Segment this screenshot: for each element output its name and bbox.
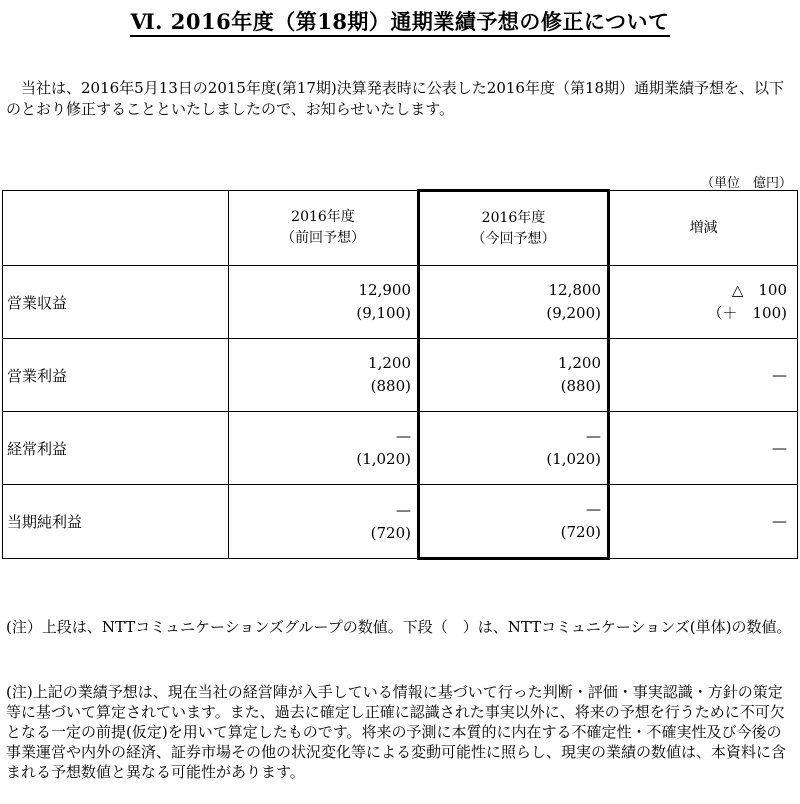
previous-bottom-value: (1,020) (356, 450, 411, 468)
previous-bottom-value: (880) (370, 377, 411, 395)
note-forward-looking-disclaimer: (注)上記の業績予想は、現在当社の経営陣が入手している情報に基づいて行った判断・評価・事実認識・方針の策定等に基づいて算定されています。また、過去に確定し正確に認識された事実以外に、将来の予想を行うために不可欠となる一定の前提(仮定)を用いて算定したものです。将来の予測に本質的に内在する不確定性・不確実性及び今後の事業運営や内外の経済、証券市場その他の状況変化等による変動可能性に照らし、現実の業績の数値は、本資料に含まれる予想数値と異なる可能性があります。 (6, 683, 787, 781)
current-cell (419, 412, 609, 485)
current-top-value: — (586, 427, 601, 445)
previous-bottom-value: (720) (370, 523, 411, 542)
current-cell (419, 339, 609, 412)
header-current-line1: 2016年度 (481, 209, 546, 226)
previous-cell (229, 485, 419, 559)
current-bottom-value: (1,020) (546, 450, 601, 468)
header-previous-line1: 2016年度 (291, 209, 355, 225)
header-change: 増減 (609, 191, 798, 266)
table-row (3, 485, 798, 559)
note-group-scope: (注）上段は、NTTコミュニケーションズグループの数値。下段（ ）は、NTTコミュニケーションズ(単体)の数値。 (6, 618, 792, 636)
current-top-value: 12,800 (548, 281, 601, 299)
page-title-text: Ⅵ. 2016年度（第18期）通期業績予想の修正について (130, 9, 669, 37)
previous-cell (229, 339, 419, 412)
current-top-value: 1,200 (558, 354, 601, 372)
current-bottom-value: (9,200) (546, 304, 601, 322)
table-header-row (3, 191, 798, 266)
header-current (419, 191, 609, 266)
current-top-value: — (586, 500, 601, 518)
current-bottom-value: (880) (560, 377, 601, 395)
table-row (3, 339, 798, 412)
header-current-line2: （今回予想） (471, 230, 556, 247)
intro-paragraph: 当社は、2016年5月13日の2015年度(第17期)決算発表時に公表した2016年度（第18期）通期業績予想を、以下のとおり修正することといたしましたので、お知らせいたします。 (6, 79, 785, 118)
change-cell (609, 339, 798, 412)
change-cell (609, 412, 798, 485)
change-bottom-value: （＋ 100) (707, 304, 787, 322)
header-blank-cell (3, 191, 229, 266)
previous-bottom-value: (9,100) (356, 304, 411, 322)
previous-top-value: — (396, 427, 411, 445)
change-top-value: △ 100 (731, 281, 787, 299)
row-label: 経常利益 (3, 412, 229, 485)
table-row (3, 266, 798, 339)
row-label: 営業収益 (3, 266, 229, 339)
unit-label: （単位 億円） (700, 176, 792, 191)
previous-top-value: 12,900 (358, 281, 411, 299)
page-title (0, 6, 800, 36)
header-previous (229, 191, 419, 266)
current-cell (419, 485, 609, 559)
change-top-value: — (772, 438, 787, 457)
forecast-table (2, 189, 798, 560)
change-cell (609, 266, 798, 339)
row-label: 営業利益 (3, 339, 229, 412)
change-cell (609, 485, 798, 559)
previous-cell (229, 412, 419, 485)
change-top-value: — (772, 512, 787, 530)
current-bottom-value: (720) (560, 523, 601, 541)
change-top-value: — (772, 365, 787, 384)
current-cell (419, 266, 609, 339)
header-previous-line2: （前回予想） (281, 230, 365, 246)
previous-top-value: 1,200 (368, 354, 411, 372)
previous-top-value: — (396, 500, 411, 519)
row-label: 当期純利益 (3, 485, 229, 559)
previous-cell (229, 266, 419, 339)
table-row (3, 412, 798, 485)
